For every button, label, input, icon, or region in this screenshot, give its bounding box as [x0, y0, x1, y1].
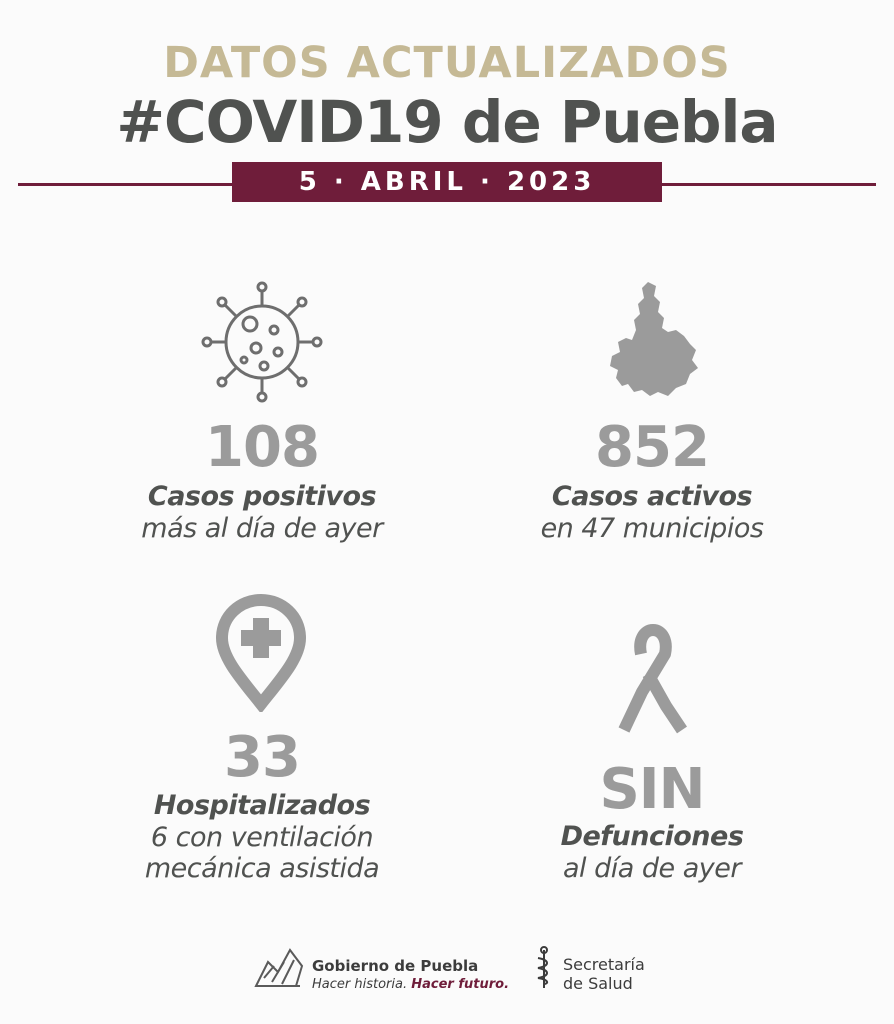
- deaths-label: Defunciones: [560, 821, 744, 852]
- active-cases-sub: en 47 municipios: [540, 513, 764, 544]
- government-name: Gobierno de Puebla: [312, 957, 479, 975]
- page-title: #COVID19 de Puebla: [116, 88, 778, 156]
- government-slogan: [312, 977, 509, 992]
- secretariat-name: [563, 955, 645, 993]
- active-cases-value: 852: [595, 415, 709, 480]
- positive-cases-sub: más al día de ayer: [141, 513, 383, 544]
- health-caduceus-icon: [534, 946, 554, 990]
- positive-cases-value: 108: [205, 415, 319, 480]
- secretariat-line1: Secretaría: [563, 955, 645, 974]
- date-badge: 5 · ABRIL · 2023: [232, 162, 662, 202]
- positive-cases-label: Casos positivos: [147, 481, 377, 512]
- deaths-sub: al día de ayer: [563, 853, 741, 884]
- divider-right: [660, 183, 876, 186]
- government-logo-icon: [250, 942, 308, 992]
- header-overline: DATOS ACTUALIZADOS: [163, 38, 731, 88]
- deaths-value: SIN: [599, 757, 705, 822]
- hospitalized-sub-line2: mecánica asistida: [144, 853, 380, 884]
- slogan-part1: Hacer historia.: [312, 977, 408, 992]
- puebla-map-icon: [604, 280, 702, 400]
- awareness-ribbon-icon: [612, 622, 694, 740]
- hospitalized-value: 33: [224, 725, 300, 790]
- virus-icon: [200, 280, 324, 404]
- active-cases-label: Casos activos: [551, 481, 753, 512]
- hospitalized-sub-line1: 6 con ventilación: [150, 822, 374, 853]
- hospital-pin-icon: [212, 592, 310, 712]
- secretariat-line2: de Salud: [563, 974, 633, 993]
- hospitalized-label: Hospitalizados: [153, 790, 371, 821]
- divider-left: [18, 183, 234, 186]
- slogan-part2: Hacer futuro.: [411, 977, 510, 992]
